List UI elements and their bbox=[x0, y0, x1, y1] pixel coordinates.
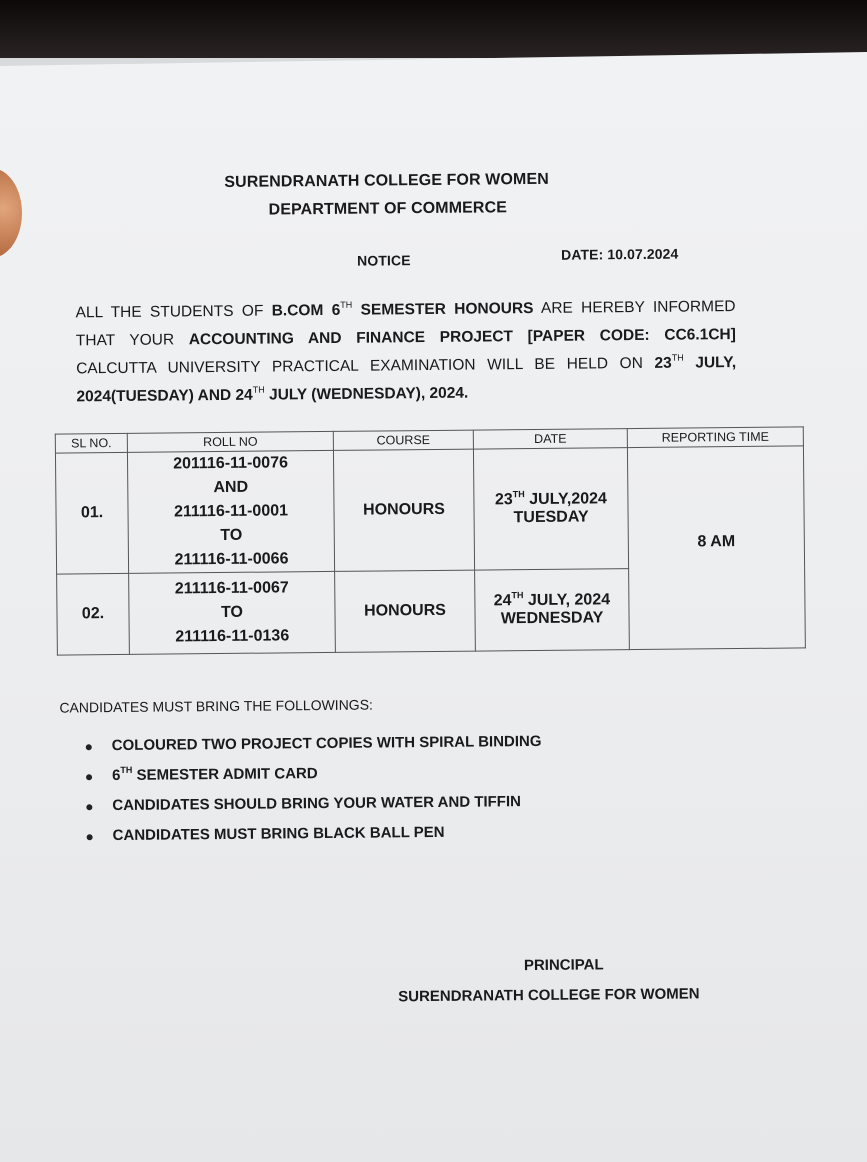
date-sup: TH bbox=[511, 590, 523, 600]
date-sup: TH bbox=[513, 489, 525, 499]
roll-line: TO bbox=[129, 523, 334, 549]
list-item bbox=[83, 821, 543, 855]
date-rest: JULY, 2024 bbox=[523, 591, 610, 609]
date-cell bbox=[475, 569, 630, 651]
roll-no-cell bbox=[129, 571, 336, 654]
para-sup: TH bbox=[340, 300, 352, 310]
date-day: 23 bbox=[495, 491, 513, 508]
notice-date: DATE: 10.07.2024 bbox=[561, 246, 678, 263]
roll-no-cell bbox=[127, 450, 334, 573]
roll-line: TO bbox=[129, 600, 334, 626]
item-text: CANDIDATES SHOULD BRING YOUR WATER AND TIFFIN bbox=[112, 793, 521, 814]
para-course: B.COM bbox=[272, 302, 324, 319]
para-date1: 23 bbox=[654, 355, 671, 372]
column-header: ROLL NO bbox=[127, 431, 333, 452]
roll-line: 211116-11-0066 bbox=[129, 547, 334, 573]
weekday: WEDNESDAY bbox=[475, 609, 628, 628]
bullet-icon bbox=[87, 834, 93, 840]
signature-college: SURENDRANATH COLLEGE FOR WOMEN bbox=[398, 985, 700, 1005]
sl-no-cell: 02. bbox=[57, 573, 130, 655]
course-cell: HONOURS bbox=[333, 449, 474, 571]
column-header: COURSE bbox=[333, 430, 473, 450]
weekday: TUESDAY bbox=[475, 508, 628, 527]
para-text: CALCUTTA UNIVERSITY PRACTICAL EXAMINATION WILL BE HELD ON bbox=[76, 355, 654, 378]
exam-schedule-table bbox=[55, 426, 806, 655]
requirements-list bbox=[82, 731, 543, 855]
column-header: REPORTING TIME bbox=[627, 427, 803, 448]
reporting-time-cell: 8 AM bbox=[627, 446, 805, 650]
para-sup: TH bbox=[253, 385, 265, 395]
item-text: SEMESTER ADMIT CARD bbox=[132, 765, 317, 784]
list-item bbox=[82, 731, 542, 765]
column-header: SL NO. bbox=[55, 433, 127, 453]
para-date2-rest: JULY (WEDNESDAY), 2024. bbox=[265, 385, 469, 404]
para-dates: JULY, 2024(TUESDAY) AND 24 bbox=[76, 354, 736, 405]
roll-line: 211116-11-0001 bbox=[128, 499, 333, 525]
list-item bbox=[82, 791, 542, 825]
roll-line: 201116-11-0076 bbox=[128, 451, 333, 477]
column-header: DATE bbox=[473, 429, 627, 449]
para-sem-label: SEMESTER HONOURS bbox=[352, 300, 533, 319]
notice-paragraph bbox=[75, 293, 736, 411]
item-text: COLOURED TWO PROJECT COPIES WITH SPIRAL BINDING bbox=[112, 733, 542, 754]
item-prefix: 6 bbox=[112, 767, 121, 784]
bullet-icon bbox=[86, 804, 92, 810]
para-project: ACCOUNTING AND FINANCE PROJECT [PAPER CODE: CC6.1CH] bbox=[189, 326, 736, 348]
roll-line: 211116-11-0067 bbox=[129, 576, 334, 602]
bullet-icon bbox=[86, 744, 92, 750]
requirements-title: CANDIDATES MUST BRING THE FOLLOWINGS: bbox=[59, 697, 373, 716]
item-text: CANDIDATES MUST BRING BLACK BALL PEN bbox=[113, 824, 445, 844]
department-name: DEPARTMENT OF COMMERCE bbox=[269, 199, 508, 219]
table-row bbox=[55, 446, 804, 574]
course-cell: HONOURS bbox=[335, 570, 476, 652]
para-sem-num: 6 bbox=[323, 302, 340, 319]
para-sup: TH bbox=[672, 353, 684, 363]
date-rest: JULY,2024 bbox=[525, 490, 607, 508]
para-text: ALL THE STUDENTS OF bbox=[76, 303, 272, 322]
college-name: SURENDRANATH COLLEGE FOR WOMEN bbox=[224, 171, 549, 192]
bullet-icon bbox=[86, 774, 92, 780]
date-cell bbox=[473, 448, 628, 570]
notice-title: NOTICE bbox=[357, 252, 411, 269]
roll-line: 211116-11-0136 bbox=[130, 624, 335, 650]
list-item bbox=[82, 761, 542, 795]
date-day: 24 bbox=[494, 592, 512, 609]
item-sup: TH bbox=[120, 765, 132, 775]
para-text: ARE HEREBY INFORMED THAT YOUR bbox=[76, 298, 736, 349]
signature-title: PRINCIPAL bbox=[524, 956, 604, 974]
roll-line: AND bbox=[128, 475, 333, 501]
sl-no-cell: 01. bbox=[55, 452, 128, 574]
